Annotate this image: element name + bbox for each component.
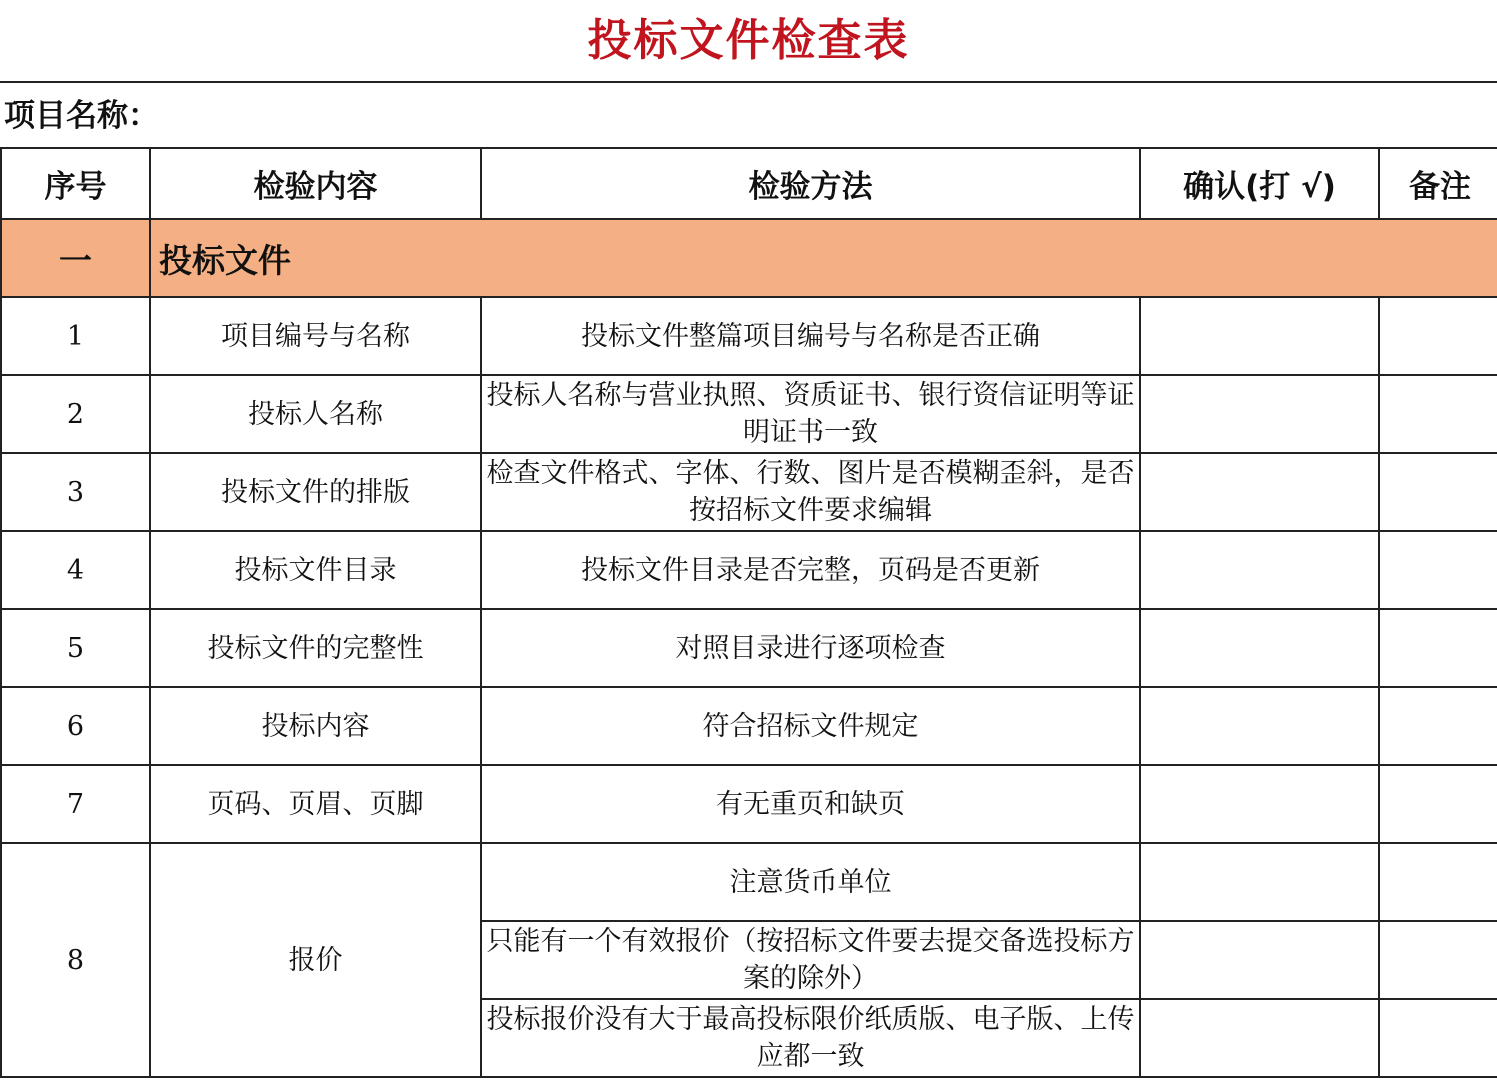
- row-no: 4: [1, 531, 150, 609]
- row-method: 投标文件目录是否完整，页码是否更新: [481, 531, 1140, 609]
- row-method: 投标人名称与营业执照、资质证书、银行资信证明等证明证书一致: [481, 375, 1140, 453]
- confirm-cell[interactable]: [1140, 531, 1379, 609]
- remark-cell[interactable]: [1379, 765, 1497, 843]
- section-no: 一: [1, 219, 150, 297]
- table-row: [1, 297, 1497, 375]
- confirm-cell[interactable]: [1140, 921, 1379, 999]
- confirm-cell[interactable]: [1140, 609, 1379, 687]
- remark-cell[interactable]: [1379, 375, 1497, 453]
- row-method: 有无重页和缺页: [481, 765, 1140, 843]
- row-method: 对照目录进行逐项检查: [481, 609, 1140, 687]
- table-row: [1, 609, 1497, 687]
- row-content: 投标文件目录: [150, 531, 481, 609]
- confirm-cell[interactable]: [1140, 843, 1379, 921]
- header-remark: 备注: [1379, 148, 1497, 219]
- inspection-table: [0, 147, 1497, 1078]
- title-divider: [0, 81, 1497, 83]
- section-row: [1, 219, 1497, 297]
- row-no: 7: [1, 765, 150, 843]
- row-method: 注意货币单位: [481, 843, 1140, 921]
- remark-cell[interactable]: [1379, 921, 1497, 999]
- table-header-row: [1, 148, 1497, 219]
- section-title: 投标文件: [150, 219, 1497, 297]
- confirm-cell[interactable]: [1140, 765, 1379, 843]
- confirm-cell[interactable]: [1140, 453, 1379, 531]
- row-no: 5: [1, 609, 150, 687]
- row-method: 符合招标文件规定: [481, 687, 1140, 765]
- table-row: [1, 453, 1497, 531]
- row-method: 只能有一个有效报价（按招标文件要去提交备选投标方案的除外）: [481, 921, 1140, 999]
- row-content: 投标文件的完整性: [150, 609, 481, 687]
- table-row: [1, 765, 1497, 843]
- header-content: 检验内容: [150, 148, 481, 219]
- project-name-label: 项目名称：: [4, 98, 159, 134]
- row-no: 3: [1, 453, 150, 531]
- header-method: 检验方法: [481, 148, 1140, 219]
- row-method: 检查文件格式、字体、行数、图片是否模糊歪斜，是否按招标文件要求编辑: [481, 453, 1140, 531]
- table-row: [1, 531, 1497, 609]
- row-content: 投标人名称: [150, 375, 481, 453]
- row-no: 2: [1, 375, 150, 453]
- header-no: 序号: [1, 148, 150, 219]
- table-row: [1, 687, 1497, 765]
- confirm-cell[interactable]: [1140, 687, 1379, 765]
- row-content: 投标内容: [150, 687, 481, 765]
- row-content: 项目编号与名称: [150, 297, 481, 375]
- remark-cell[interactable]: [1379, 843, 1497, 921]
- row-method: 投标报价没有大于最高投标限价纸质版、电子版、上传应都一致: [481, 999, 1140, 1077]
- remark-cell[interactable]: [1379, 609, 1497, 687]
- confirm-cell[interactable]: [1140, 999, 1379, 1077]
- document-title: 投标文件检查表: [587, 15, 910, 66]
- remark-cell[interactable]: [1379, 297, 1497, 375]
- confirm-cell[interactable]: [1140, 297, 1379, 375]
- table-row: [1, 375, 1497, 453]
- row-content: 报价: [150, 843, 481, 1077]
- row-no: 1: [1, 297, 150, 375]
- row-no: 8: [1, 843, 150, 1077]
- row-content: 页码、页眉、页脚: [150, 765, 481, 843]
- row-no: 6: [1, 687, 150, 765]
- confirm-cell[interactable]: [1140, 375, 1379, 453]
- remark-cell[interactable]: [1379, 999, 1497, 1077]
- remark-cell[interactable]: [1379, 453, 1497, 531]
- table-row: [1, 843, 1497, 921]
- header-confirm: 确认(打 √): [1140, 148, 1379, 219]
- row-method: 投标文件整篇项目编号与名称是否正确: [481, 297, 1140, 375]
- row-content: 投标文件的排版: [150, 453, 481, 531]
- remark-cell[interactable]: [1379, 531, 1497, 609]
- remark-cell[interactable]: [1379, 687, 1497, 765]
